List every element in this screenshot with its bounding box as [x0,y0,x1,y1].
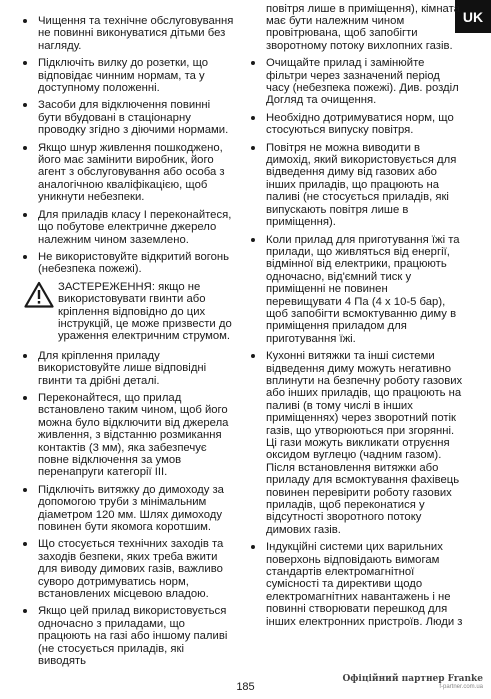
right-column [248,2,466,633]
list-item: Якщо цей прилад використовується одночасно з приладами, що працюють на газі або іншому паливі (не стосується приладів, які виводять [20,605,235,667]
warning-text: ЗАСТЕРЕЖЕННЯ: якщо не використовувати гвинти або кріплення відповідно до цих інструкцій, це може призвести до ураження електричним струмом. [58,280,232,343]
list-item: Підключіть вилку до розетки, що відповідає чинним нормам, та у доступному положенні. [20,57,235,94]
list-item: Повітря не можна виводити в димохід, який використовується для відведення диму від газових або інших приладів, що працюють на паливі (не стосується приладів, які випускають повітря лише в приміщення). [248,142,466,229]
list-item: Підключіть витяжку до димоходу за допомогою труби з мінімальним діаметром 120 мм. Шлях димоходу повинен бути якомога коротшим. [20,484,235,534]
list-item: Для приладів класу І переконайтеся, що побутове електричне джерело належним чином заземлено. [20,209,235,246]
page-number: 185 [236,681,255,693]
warning-triangle-icon [24,281,54,308]
list-item: Не використовуйте відкритий вогонь (небезпека пожежі). [20,251,235,276]
bullet-list-top [20,15,235,276]
partner-url: f-partner.com.ua [439,684,483,690]
list-item: Необхідно дотримуватися норм, що стосуються випуску повітря. [248,112,466,137]
list-item: Кухонні витяжки та інші системи відведення диму можуть негативно вплинути на безпечну роботу газових або інших приладів, що працюють на паливі (в тому числі в інших приміщеннях) через зворотний потік газів, що утворюються при згорянні. Ці гази можуть викликати отруєння оксидом вуглецю (чадним газом). Після встановлення витяжки або приладу для всмоктування фахівець повинен перевірити роботу газових приладів, щоб переконатися у відсутності зворотного потоку димових газів. [248,350,466,536]
partner-watermark [342,674,483,690]
list-item: Що стосується технічних заходів та заходів безпеки, яких треба вжити для виводу димових газів, важливо суворо дотримуватись норм, встановлених місцевою владою. [20,538,235,600]
list-item: Якщо шнур живлення пошкоджено, його має замінити виробник, його агент з обслуговування або особа з аналогічною кваліфікацією, щоб уникнути небезпеки. [20,142,235,204]
list-item: Чищення та технічне обслуговування не повинні виконуватися дітьми без нагляду. [20,15,235,52]
warning-block [20,281,235,343]
list-item: Очищайте прилад і замінюйте фільтри через зазначений період часу (небезпека пожежі). Див. розділ Догляд та очищення. [248,57,466,107]
language-badge: UK [455,0,491,33]
list-item: Коли прилад для приготування їжі та прилади, що живляться від енергії, відмінної від електрики, працюють одночасно, від'ємний тиск у приміщенні не повинен перевищувати 4 Па (4 x 10-5 бар), щоб запобігти всмоктуванню диму в приміщення приладом для приготування їжі. [248,234,466,346]
bullet-list-right [248,3,466,629]
partner-label: Офіційний партнер Franke [342,674,483,684]
list-item: Засоби для відключення повинні бути вбудовані в стаціонарну проводку згідно з діючими нормами. [20,99,235,136]
list-item: Переконайтеся, що прилад встановлено таким чином, щоб його можна було відключити від джерела живлення, з відстанню розмикання контактів (3 мм), яка забезпечує повне відключення за умов перенапруги категорії III. [20,392,235,479]
left-column [20,15,235,673]
list-item: Індукційні системи цих варильних поверхонь відповідають вимогам стандартів електромагнітної сумісності та директиви щодо електромагнітних навантажень і не повинні створювати перешкод для інших електронних пристроїв. Люди з [248,541,466,628]
continued-paragraph: повітря лише в приміщення), кімната має бути належним чином провітрювана, щоб запобігти зворотному потоку вихлопних газів. [266,2,460,52]
bullet-list-bottom [20,350,235,668]
list-item: Для кріплення приладу використовуйте лише відповідні гвинти та дрібні деталі. [20,350,235,387]
